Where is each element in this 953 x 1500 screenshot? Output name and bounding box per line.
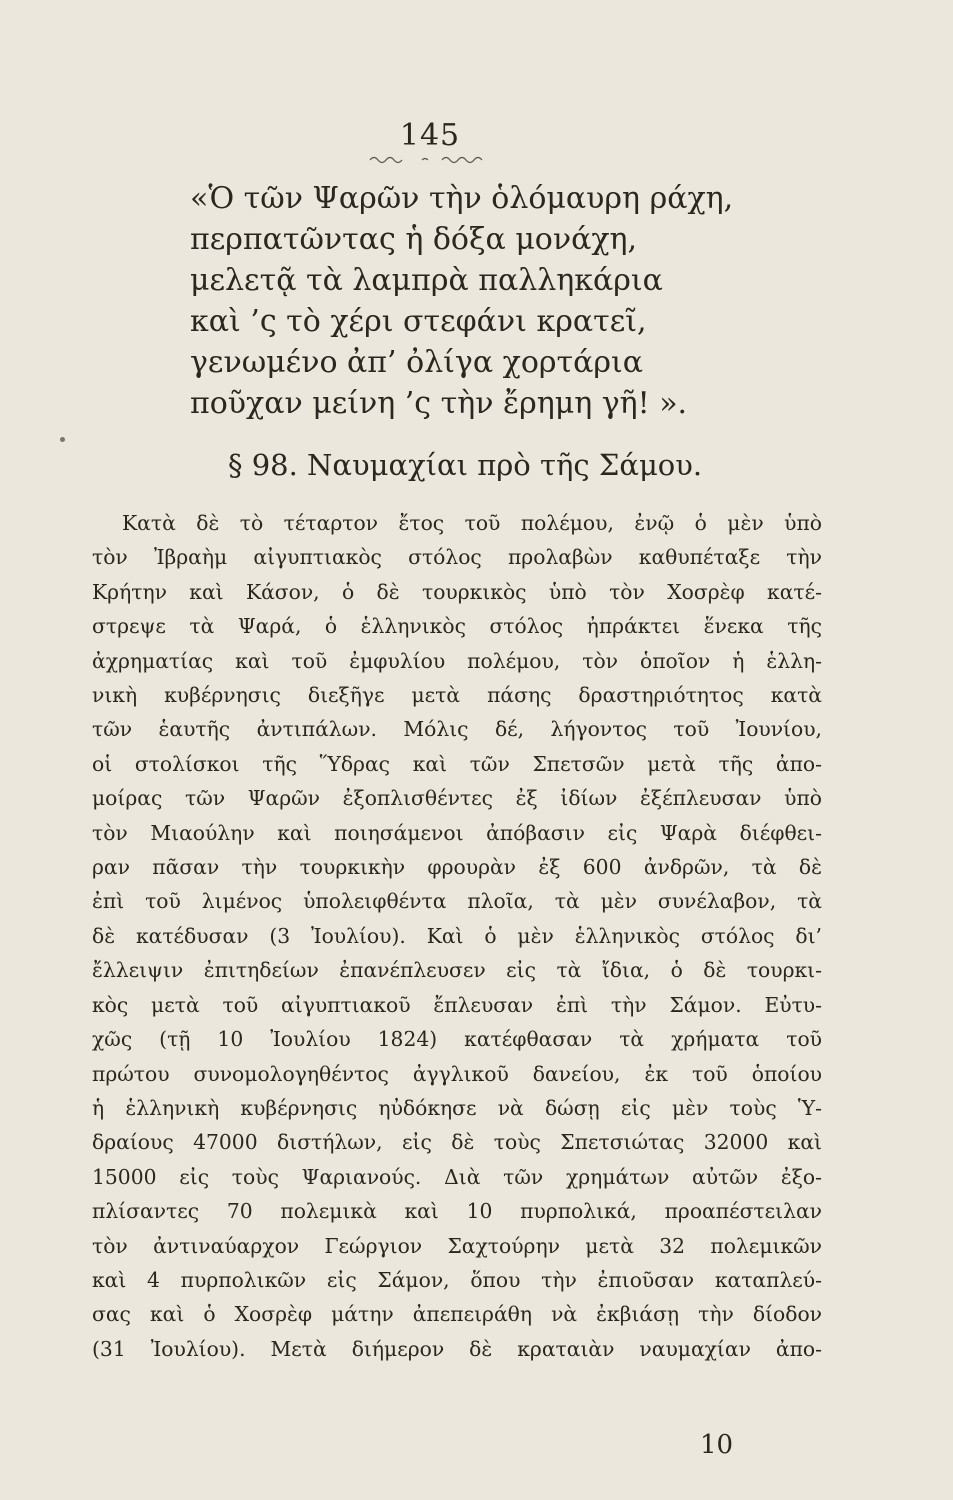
text-line: πλίσαντες 70 πολεμικὰ καὶ 10 πυρπολικά, προαπέστειλαν xyxy=(92,1199,822,1224)
signature-mark: 10 xyxy=(700,1430,734,1460)
poem-line: γενωμένο ἀπ’ ὀλίγα χορτάρια xyxy=(190,345,644,380)
page-number: 145 xyxy=(399,118,461,153)
text-line: οἱ στολίσκοι τῆς Ὕδρας καὶ τῶν Σπετσῶν μετὰ τῆς ἀπο- xyxy=(92,751,822,776)
text-line: Κατὰ δὲ τὸ τέταρτον ἔτος τοῦ πολέμου, ἐνῷ ὁ μὲν ὑπὸ xyxy=(122,511,822,535)
text-line: δὲ κατέδυσαν (3 Ἰουλίου). Καὶ ὁ μὲν ἑλληνικὸς στόλος δι’ xyxy=(92,923,822,948)
text-line: πρώτου συνομολογηθέντος ἀγγλικοῦ δανείου, ἐκ τοῦ ὁποίου xyxy=(92,1061,822,1086)
section-heading: § 98. Ναυμαχίαι πρὸ τῆς Σάμου. xyxy=(228,448,703,482)
text-line: μοίρας τῶν Ψαρῶν ἐξοπλισθέντες ἐξ ἰδίων ἐξέπλευσαν ὑπὸ xyxy=(92,786,822,811)
text-line: τὸν ἀντιναύαρχον Γεώργιον Σαχτούρην μετὰ 32 πολεμικῶν xyxy=(92,1233,822,1258)
text-line: χῶς (τῇ 10 Ἰουλίου 1824) κατέφθασαν τὰ χρήματα τοῦ xyxy=(92,1027,822,1052)
poem-line: ποῦχαν μείνη ’ς τὴν ἔρημη γῆ! ». xyxy=(190,386,688,421)
text-line: καὶ 4 πυρπολικῶν εἰς Σάμον, ὅπου τὴν ἐπιοῦσαν καταπλεύ- xyxy=(92,1267,822,1292)
text-line: ἐπὶ τοῦ λιμένος ὑπολειφθέντα πλοῖα, τὰ μὲν συνέλαβον, τὰ xyxy=(92,889,822,914)
poem-line: μελετᾷ τὰ λαμπρὰ παλληκάρια xyxy=(190,263,663,298)
text-line: 15000 εἰς τοὺς Ψαριανούς. Διὰ τῶν χρημάτων αὐτῶν ἐξο- xyxy=(92,1164,822,1189)
text-line: στρεψε τὰ Ψαρά, ὁ ἑλληνικὸς στόλος ἠπράκτει ἕνεκα τῆς xyxy=(92,614,822,639)
poem-line: περπατῶντας ἡ δόξα μονάχη, xyxy=(190,222,638,257)
text-line: σας καὶ ὁ Χοσρὲφ μάτην ἀπεπειράθη νὰ ἐκβιάσῃ τὴν δίοδον xyxy=(92,1302,822,1327)
poem-line: «Ὁ τῶν Ψαρῶν τὴν ὁλόμαυρη ράχη, xyxy=(190,181,734,216)
poem-stanza xyxy=(190,178,750,424)
poem-line: καὶ ’ς τὸ χέρι στεφάνι κρατεῖ, xyxy=(190,304,647,339)
text-line: ἔλλειψιν ἐπιτηδείων ἐπανέπλευσεν εἰς τὰ ἴδια, ὁ δὲ τουρκι- xyxy=(92,958,822,983)
text-line: τὸν Μιαούλην καὶ ποιησάμενοι ἀπόβασιν εἰς Ψαρὰ διέφθει- xyxy=(92,820,822,845)
text-line: ἀχρηματίας καὶ τοῦ ἐμφυλίου πολέμου, τὸν ὁποῖον ἡ ἑλλη- xyxy=(92,648,822,673)
ornament-line xyxy=(368,152,498,164)
text-line: δραίους 47000 διστήλων, εἰς δὲ τοὺς Σπετσιώτας 32000 καὶ xyxy=(92,1130,822,1155)
text-line: νικὴ κυβέρνησις διεξῆγε μετὰ πάσης δραστηριότητος κατὰ xyxy=(92,683,822,708)
text-line: Κρήτην καὶ Κάσον, ὁ δὲ τουρκικὸς ὑπὸ τὸν Χοσρὲφ κατέ- xyxy=(92,579,822,604)
text-line: κὸς μετὰ τοῦ αἰγυπτιακοῦ ἔπλευσαν ἐπὶ τὴν Σάμον. Εὐτυ- xyxy=(92,992,822,1017)
body-paragraph xyxy=(92,506,822,1366)
text-line: ἡ ἑλληνικὴ κυβέρνησις ηὐδόκησε νὰ δώσῃ εἰς μὲν τοὺς Ὑ- xyxy=(92,1095,822,1120)
text-line: ραν πᾶσαν τὴν τουρκικὴν φρουρὰν ἐξ 600 ἀνδρῶν, τὰ δὲ xyxy=(92,855,822,880)
text-line: τὸν Ἰβραὴμ αἰγυπτιακὸς στόλος προλαβὼν καθυπέταξε τὴν xyxy=(92,545,822,570)
ink-mark xyxy=(60,437,65,442)
text-line: τῶν ἑαυτῆς ἀντιπάλων. Μόλις δέ, λήγοντος τοῦ Ἰουνίου, xyxy=(92,717,822,742)
text-line: (31 Ἰουλίου). Μετὰ διήμερον δὲ κραταιὰν ναυμαχίαν ἀπο- xyxy=(92,1336,822,1361)
